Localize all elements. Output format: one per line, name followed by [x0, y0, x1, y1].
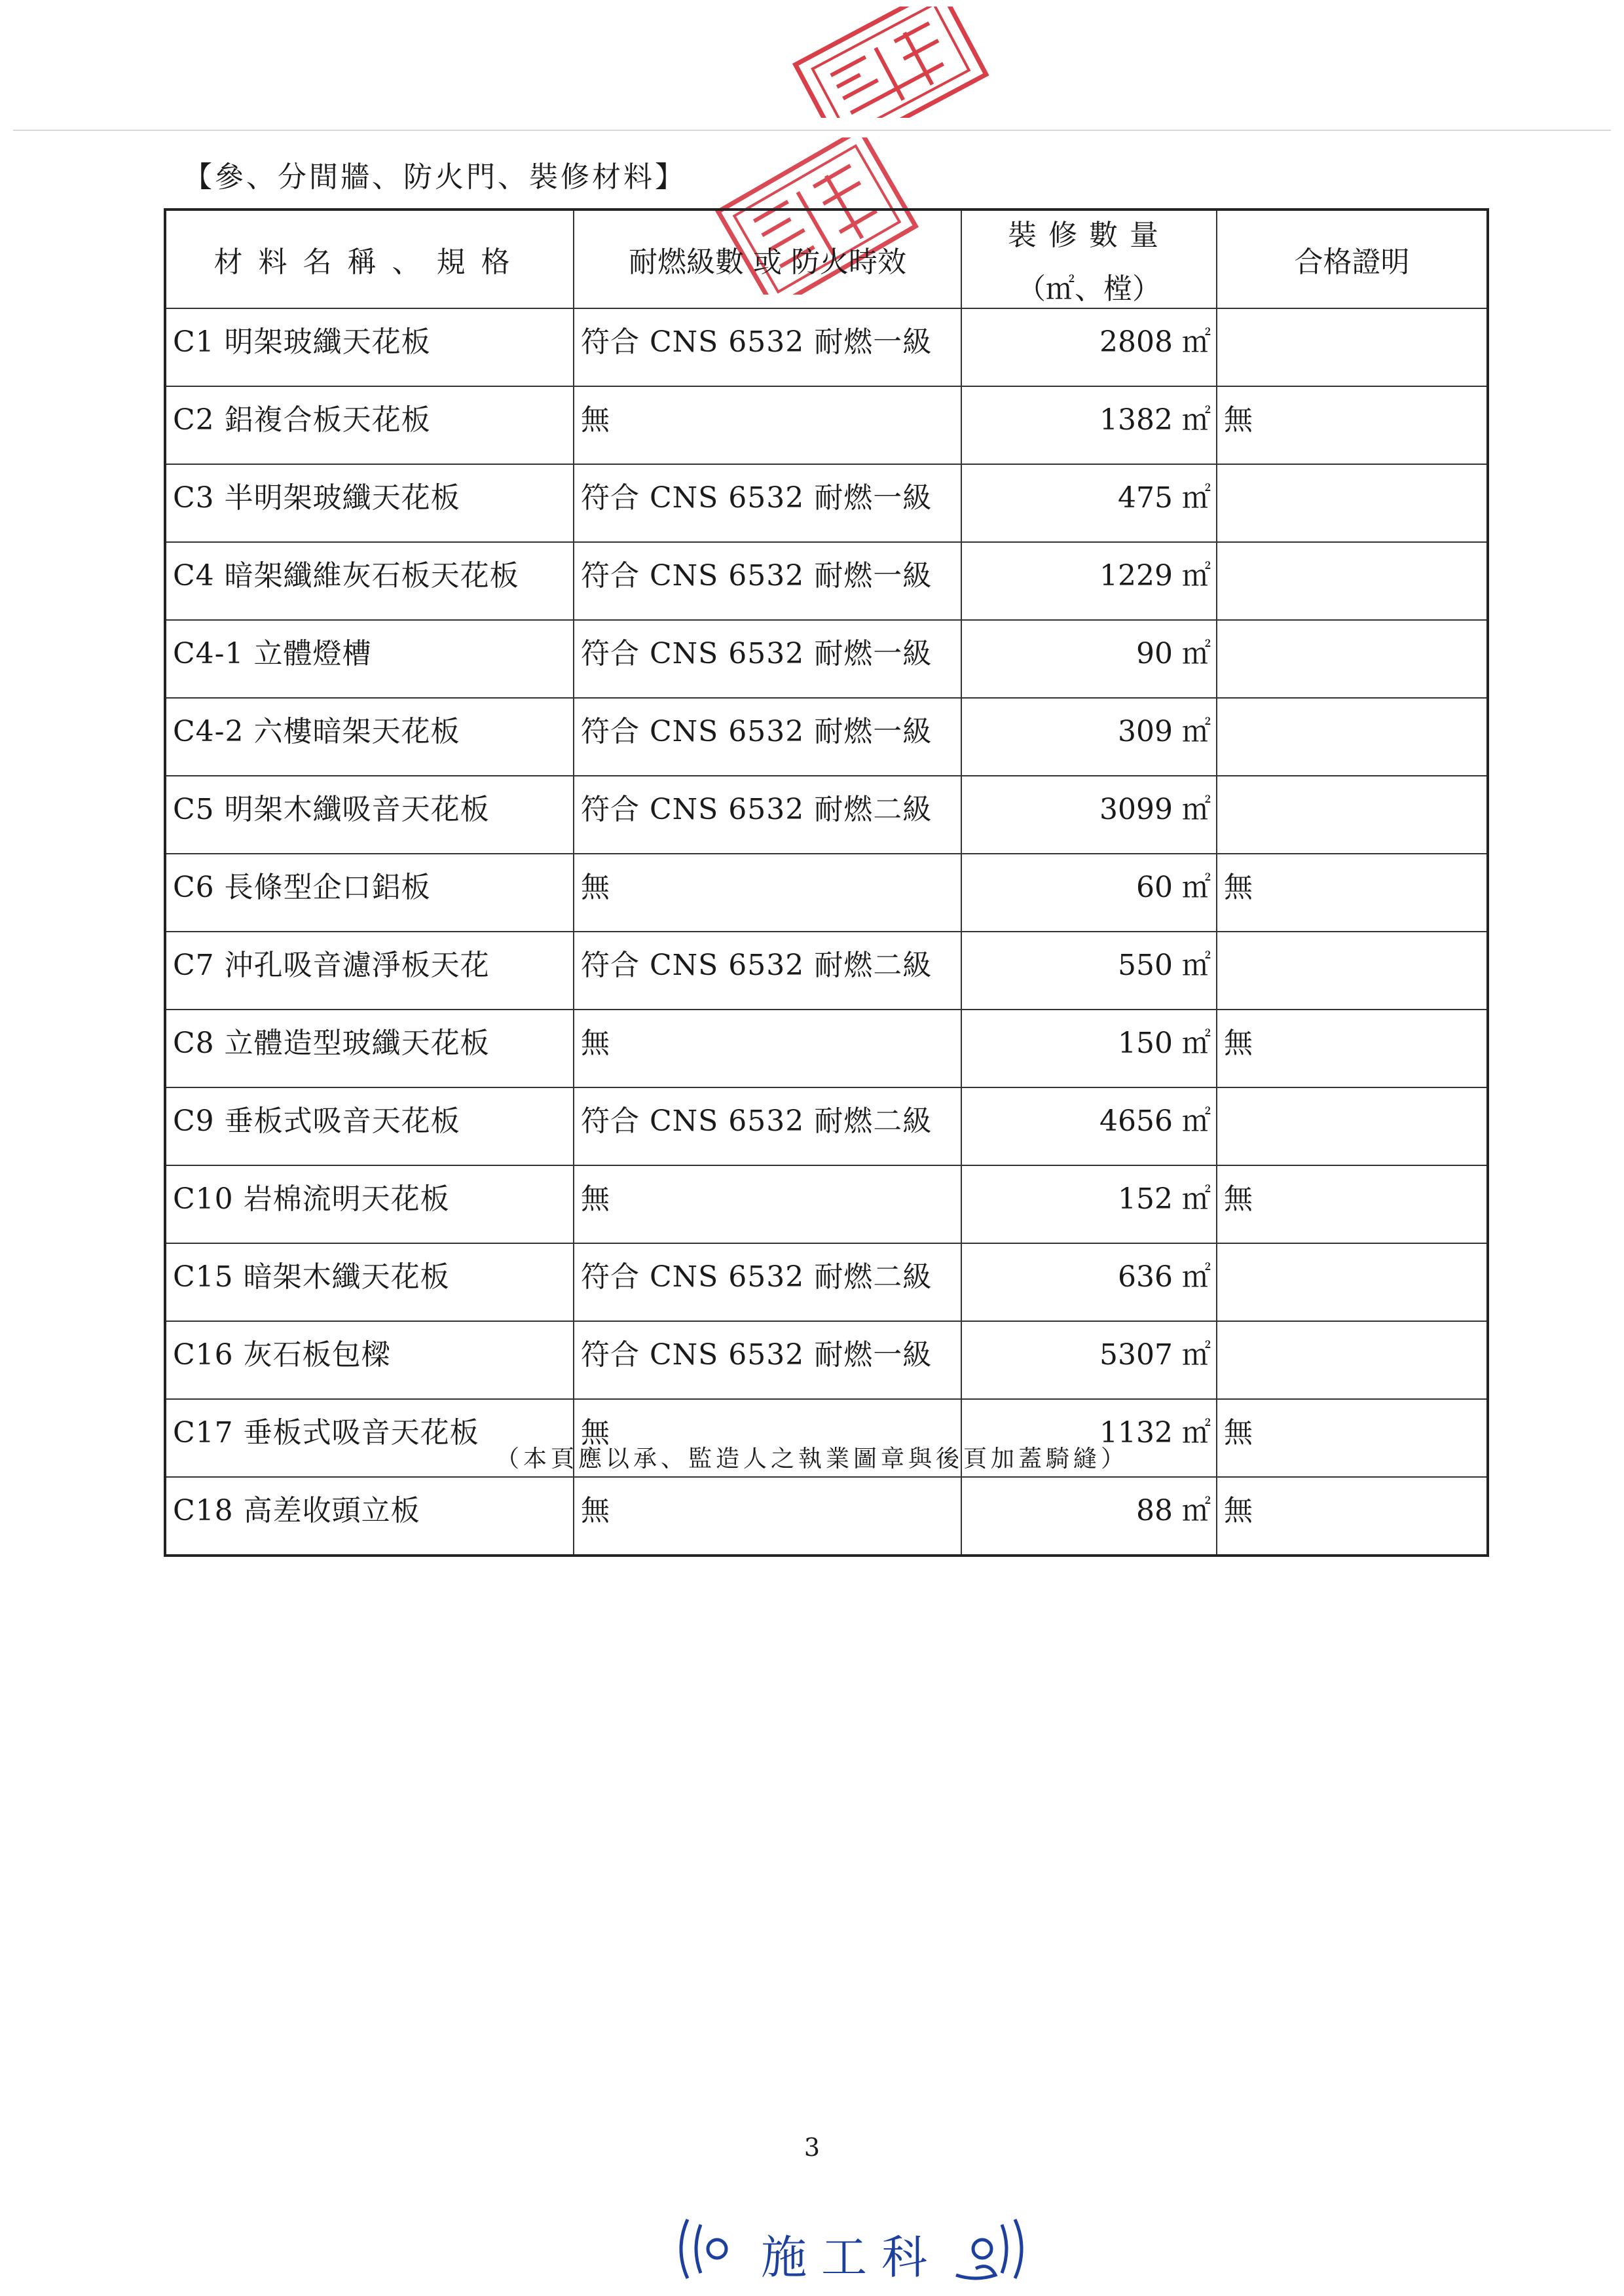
table-row [165, 386, 1488, 464]
material-name: C6 長條型企口鋁板 [165, 854, 574, 932]
certificate [1217, 464, 1488, 542]
header-quantity-line2: （㎡、樘） [1017, 272, 1161, 306]
quantity: 90 ㎡ [961, 620, 1217, 698]
material-name: C4-2 六樓暗架天花板 [165, 698, 574, 776]
fire-rating: 無 [574, 386, 961, 464]
certificate [1217, 698, 1488, 776]
material-name: C2 鋁複合板天花板 [165, 386, 574, 464]
quantity: 1382 ㎡ [961, 386, 1217, 464]
certificate [1217, 932, 1488, 1010]
certificate: 無 [1217, 1165, 1488, 1243]
quantity: 88 ㎡ [961, 1477, 1217, 1556]
quantity: 550 ㎡ [961, 932, 1217, 1010]
certificate: 無 [1217, 1010, 1488, 1087]
table-row [165, 1010, 1488, 1087]
header-fire-rating: 耐燃級數 或 防火時效 [574, 210, 961, 308]
table-row [165, 776, 1488, 854]
fire-rating: 符合 CNS 6532 耐燃一級 [574, 308, 961, 386]
table-row [165, 1477, 1488, 1556]
page-number: 3 [803, 2133, 821, 2162]
certificate [1217, 620, 1488, 698]
fire-rating: 無 [574, 1477, 961, 1556]
materials-table [164, 208, 1489, 1557]
table-row [165, 932, 1488, 1010]
certificate: 無 [1217, 386, 1488, 464]
top-rule [13, 130, 1611, 131]
fire-rating: 符合 CNS 6532 耐燃二級 [574, 776, 961, 854]
department-stamp-text: 施工科 [761, 2231, 942, 2284]
material-name: C8 立體造型玻纖天花板 [165, 1010, 574, 1087]
material-name: C10 岩棉流明天花板 [165, 1165, 574, 1243]
table-row [165, 620, 1488, 698]
material-name: C17 垂板式吸音天花板 [165, 1399, 574, 1477]
quantity: 636 ㎡ [961, 1243, 1217, 1321]
quantity: 3099 ㎡ [961, 776, 1217, 854]
quantity: 150 ㎡ [961, 1010, 1217, 1087]
material-name: C18 高差收頭立板 [165, 1477, 574, 1556]
fire-rating: 符合 CNS 6532 耐燃一級 [574, 1321, 961, 1399]
certificate: 無 [1217, 854, 1488, 932]
quantity: 309 ㎡ [961, 698, 1217, 776]
table-row [165, 464, 1488, 542]
certificate [1217, 1243, 1488, 1321]
fire-rating: 符合 CNS 6532 耐燃二級 [574, 932, 961, 1010]
certificate [1217, 308, 1488, 386]
material-name: C1 明架玻纖天花板 [165, 308, 574, 386]
material-name: C4-1 立體燈槽 [165, 620, 574, 698]
table-row [165, 542, 1488, 620]
fire-rating: 無 [574, 854, 961, 932]
quantity: 152 ㎡ [961, 1165, 1217, 1243]
table-row [165, 308, 1488, 386]
quantity: 1229 ㎡ [961, 542, 1217, 620]
certificate [1217, 776, 1488, 854]
table-row [165, 1165, 1488, 1243]
fire-rating: 符合 CNS 6532 耐燃一級 [574, 620, 961, 698]
header-quantity [961, 210, 1217, 308]
fire-rating: 無 [574, 1010, 961, 1087]
table-row [165, 1321, 1488, 1399]
fire-rating: 無 [574, 1165, 961, 1243]
header-quantity-line1: 裝修數量 [1008, 219, 1170, 252]
certificate: 無 [1217, 1399, 1488, 1477]
material-name: C16 灰石板包樑 [165, 1321, 574, 1399]
material-name: C4 暗架纖維灰石板天花板 [165, 542, 574, 620]
quantity: 475 ㎡ [961, 464, 1217, 542]
material-name: C3 半明架玻纖天花板 [165, 464, 574, 542]
header-certificate: 合格證明 [1217, 210, 1488, 308]
section-title: 【參、分間牆、防火門、裝修材料】 [183, 160, 686, 194]
table-row [165, 854, 1488, 932]
table-row [165, 698, 1488, 776]
fire-rating: 符合 CNS 6532 耐燃一級 [574, 464, 961, 542]
header-material-name: 材料名稱、規格 [165, 210, 574, 308]
certificate: 無 [1217, 1477, 1488, 1556]
fire-rating: 符合 CNS 6532 耐燃一級 [574, 698, 961, 776]
quantity: 2808 ㎡ [961, 308, 1217, 386]
material-name: C15 暗架木纖天花板 [165, 1243, 574, 1321]
fire-rating: 符合 CNS 6532 耐燃二級 [574, 1243, 961, 1321]
table-row [165, 1243, 1488, 1321]
certificate [1217, 542, 1488, 620]
fire-rating: 符合 CNS 6532 耐燃二級 [574, 1087, 961, 1165]
material-name: C9 垂板式吸音天花板 [165, 1087, 574, 1165]
table-row [165, 1087, 1488, 1165]
quantity: 5307 ㎡ [961, 1321, 1217, 1399]
quantity: 1132 ㎡ [961, 1399, 1217, 1477]
quantity: 60 ㎡ [961, 854, 1217, 932]
certificate [1217, 1087, 1488, 1165]
red-seal-top-icon [766, 7, 1015, 118]
table-header-row [165, 210, 1488, 308]
fire-rating: 符合 CNS 6532 耐燃一級 [574, 542, 961, 620]
material-name: C7 沖孔吸音濾淨板天花 [165, 932, 574, 1010]
certificate [1217, 1321, 1488, 1399]
quantity: 4656 ㎡ [961, 1087, 1217, 1165]
material-name: C5 明架木纖吸音天花板 [165, 776, 574, 854]
fire-rating: 無 [574, 1399, 961, 1477]
footnote: （本頁應以承、監造人之執業圖章與後頁加蓋騎縫） [495, 1446, 1128, 1472]
